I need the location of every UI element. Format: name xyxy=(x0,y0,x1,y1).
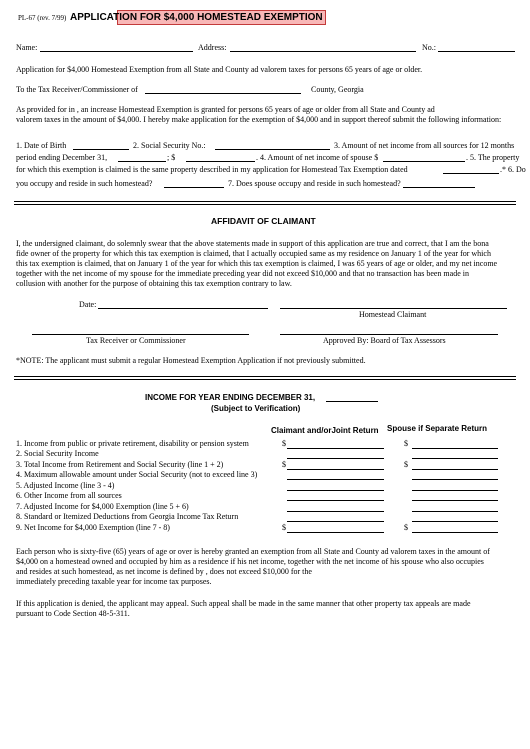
to-tax-receiver-label: To the Tax Receiver/Commissioner of xyxy=(16,85,138,94)
q5-property-text: for which this exemption is claimed is the same property described in my application for Homestead Tax Exemption dated xyxy=(16,165,408,174)
claimant-amount-field[interactable] xyxy=(287,479,384,480)
column-header-spouse: Spouse if Separate Return xyxy=(387,424,488,433)
footer-line-2: $4,000 on a homestead owned and occupied by him as a residence if his net income, together with the net income of his spouse who also occupies xyxy=(16,557,484,566)
spouse-dollar-sign: $ xyxy=(404,523,408,532)
claimant-signature-line[interactable] xyxy=(280,308,507,309)
section-divider xyxy=(14,376,516,380)
spouse-amount-field[interactable] xyxy=(412,479,498,480)
date-label: Date: xyxy=(79,300,97,309)
footer-appeal-line-1: If this application is denied, the applicant may appeal. Such appeal shall be made in the same manner that other property tax appeals are made xyxy=(16,599,471,608)
affidavit-line-1: I, the undersigned claimant, do solemnly swear that the above statements made in support of this application are true and correct, that I am the bona xyxy=(16,239,489,248)
spouse-amount-field[interactable] xyxy=(412,490,498,491)
board-approval-signature-line[interactable] xyxy=(280,334,498,335)
county-field[interactable] xyxy=(145,93,301,94)
footer-line-4: immediately preceding taxable year for income tax purposes. xyxy=(16,577,212,586)
address-field[interactable] xyxy=(230,51,416,52)
claimant-amount-field[interactable] xyxy=(287,511,384,512)
applicant-note: *NOTE: The applicant must submit a regular Homestead Exemption Application if not previously submitted. xyxy=(16,356,366,365)
q6-occupy-label: you occupy and reside in such homestead? xyxy=(16,179,153,188)
spouse-dollar-sign: $ xyxy=(404,439,408,448)
claimant-amount-field[interactable] xyxy=(287,458,384,459)
approved-by-caption: Approved By: Board of Tax Assessors xyxy=(323,336,446,345)
spouse-income-field[interactable] xyxy=(383,161,465,162)
income-year-field[interactable] xyxy=(326,401,378,402)
claimant-dollar-sign: $ xyxy=(282,523,286,532)
q4-spouse-income-label: . 4. Amount of net income of spouse $ xyxy=(256,153,379,162)
net-income-field[interactable] xyxy=(186,161,255,162)
claimant-amount-field[interactable] xyxy=(287,490,384,491)
spouse-amount-field[interactable] xyxy=(412,469,498,470)
semicolon-dollar-label: ; $ xyxy=(167,153,176,162)
affidavit-line-5: collusion with another for the purpose of obtaining this tax exemption contrary to law. xyxy=(16,279,292,288)
income-row-label: 9. Net Income for $4,000 Exemption (line 7 - 8) xyxy=(16,523,170,532)
spouse-amount-field[interactable] xyxy=(412,500,498,501)
provided-for-line-1: As provided for in , an increase Homestead Exemption is granted for persons 65 years of age or older from all State and County ad xyxy=(16,105,435,114)
county-georgia-label: County, Georgia xyxy=(311,85,364,94)
footer-line-1: Each person who is sixty-five (65) years of age or over is hereby granted an exemption from all State and County ad valorem taxes in the amount of xyxy=(16,547,490,556)
spouse-amount-field[interactable] xyxy=(412,458,498,459)
claimant-dollar-sign: $ xyxy=(282,460,286,469)
claimant-amount-field[interactable] xyxy=(287,532,384,533)
income-row-label: 8. Standard or Itemized Deductions from Georgia Income Tax Return xyxy=(16,512,239,521)
tax-receiver-signature-line[interactable] xyxy=(32,334,249,335)
claimant-amount-field[interactable] xyxy=(287,448,384,449)
date-field[interactable] xyxy=(98,308,268,309)
spouse-amount-field[interactable] xyxy=(412,532,498,533)
income-row-label: 3. Total Income from Retirement and Social Security (line 1 + 2) xyxy=(16,460,224,469)
period-ending-label: period ending December 31, xyxy=(16,153,108,162)
spouse-amount-field[interactable] xyxy=(412,448,498,449)
income-row-label: 2. Social Security Income xyxy=(16,449,99,458)
no-label: No.: xyxy=(422,43,436,52)
date-of-birth-field[interactable] xyxy=(73,149,129,150)
ssn-field[interactable] xyxy=(215,149,330,150)
footer-appeal-line-2: pursuant to Code Section 48-5-311. xyxy=(16,609,130,618)
period-year-field[interactable] xyxy=(118,161,166,162)
footer-line-3: and resides at such homestead, as net income is defined by , does not exceed $10,000 for the xyxy=(16,567,312,576)
affidavit-line-4: together with the net income of my spouse for the immediate preceding year did not exceed $10,000 and that no transaction has been made in xyxy=(16,269,469,278)
spouse-dollar-sign: $ xyxy=(404,460,408,469)
q2-ssn-label: 2. Social Security No.: xyxy=(133,141,206,150)
no-field[interactable] xyxy=(438,51,515,52)
form-number: PL-67 (rev. 7/99) xyxy=(18,14,67,22)
name-label: Name: xyxy=(16,43,38,52)
claimant-amount-field[interactable] xyxy=(287,521,384,522)
provided-for-line-2: valorem taxes in the amount of $4,000. I hereby make application for the exemption of $4,000 and in support thereof submit the following information: xyxy=(16,115,502,124)
income-row-label: 6. Other Income from all sources xyxy=(16,491,122,500)
income-row-label: 4. Maximum allowable amount under Social Security (not to exceed line 3) xyxy=(16,470,258,479)
q1-date-of-birth-label: 1. Date of Birth xyxy=(16,141,67,150)
claimant-amount-field[interactable] xyxy=(287,469,384,470)
income-row-label: 7. Adjusted Income for $4,000 Exemption (line 5 + 6) xyxy=(16,502,189,511)
homestead-claimant-caption: Homestead Claimant xyxy=(359,310,427,319)
column-header-claimant: Claimant and/orJoint Return xyxy=(271,426,379,435)
occupy-answer-field[interactable] xyxy=(164,187,224,188)
q3-net-income-label: 3. Amount of net income from all sources for 12 months xyxy=(334,141,515,150)
claimant-amount-field[interactable] xyxy=(287,500,384,501)
income-heading: INCOME FOR YEAR ENDING DECEMBER 31, xyxy=(145,393,316,402)
affidavit-heading: AFFIDAVIT OF CLAIMANT xyxy=(211,216,316,226)
tax-receiver-caption: Tax Receiver or Commissioner xyxy=(86,336,186,345)
q5-property-label: . 5. The property xyxy=(466,153,520,162)
income-row-label: 5. Adjusted Income (line 3 - 4) xyxy=(16,481,115,490)
claimant-dollar-sign: $ xyxy=(282,439,286,448)
page-title: APPLICATION FOR $4,000 HOMESTEAD EXEMPTION xyxy=(70,12,323,23)
spouse-occupy-answer-field[interactable] xyxy=(403,187,475,188)
name-field[interactable] xyxy=(40,51,193,52)
q7-spouse-occupy-label: 7. Does spouse occupy and reside in such homestead? xyxy=(228,179,401,188)
section-divider xyxy=(14,201,516,205)
q6-label: .* 6. Do xyxy=(500,165,526,174)
spouse-amount-field[interactable] xyxy=(412,511,498,512)
address-label: Address: xyxy=(198,43,227,52)
affidavit-line-2: fide owner of the property for which this tax exemption is claimed, that I actually occupied same as my residence on January 1 of the year for which xyxy=(16,249,491,258)
intro-line: Application for $4,000 Homestead Exemption from all State and County ad valorem taxes for persons 65 years of age or older. xyxy=(16,65,423,74)
application-dated-field[interactable] xyxy=(443,173,499,174)
spouse-amount-field[interactable] xyxy=(412,521,498,522)
affidavit-line-3: this tax exemption is claimed, that on January 1 of the year for which this tax exemption is claimed, I was 65 years of age or older, and my net income xyxy=(16,259,498,268)
income-subheading: (Subject to Verification) xyxy=(211,404,301,413)
income-row-label: 1. Income from public or private retirement, disability or pension system xyxy=(16,439,249,448)
